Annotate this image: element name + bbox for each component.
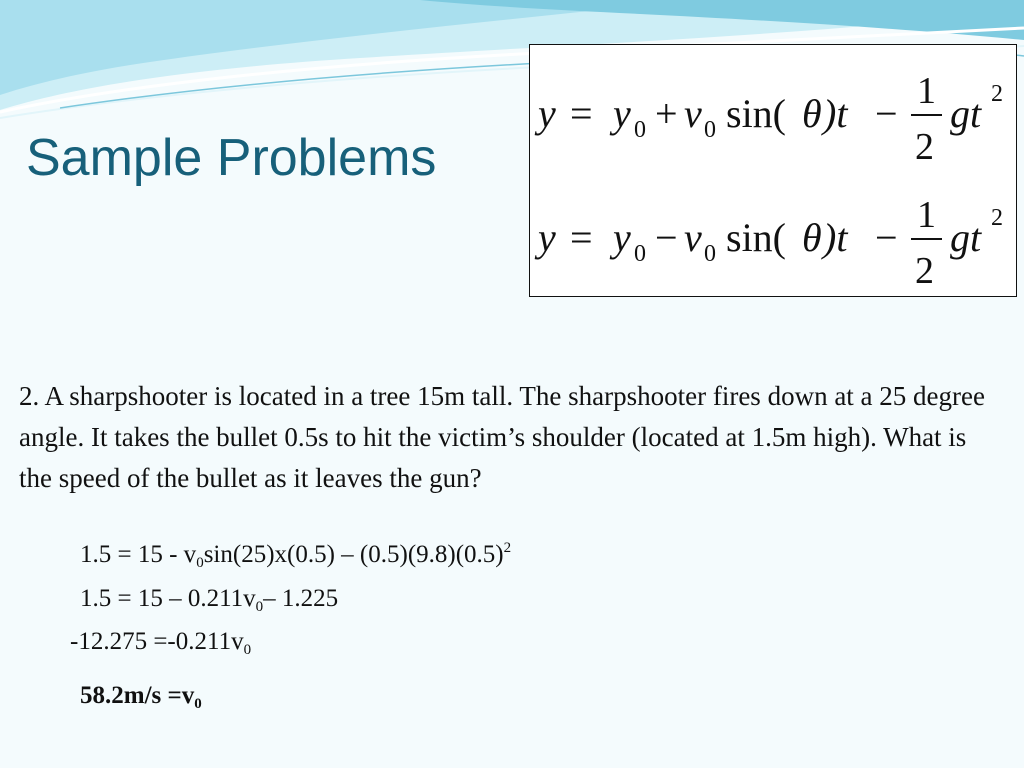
eq1-y0: y <box>613 91 631 136</box>
step3-text-a: -12.275 =-0.211v <box>70 628 244 655</box>
eq1-equals: = <box>570 91 593 136</box>
eq2-theta: θ <box>802 215 822 260</box>
equation-upward <box>534 70 1003 168</box>
eq1-op: + <box>655 91 678 136</box>
eq1-squared: 2 <box>991 81 1003 107</box>
eq2-sin: sin( <box>726 215 786 260</box>
eq2-y0: y <box>613 215 631 260</box>
step3-subscript: 0 <box>243 642 252 658</box>
eq1-close-t: )t <box>823 91 848 136</box>
eq1-minus: − <box>875 91 898 136</box>
step2-text-a: 1.5 = 15 – 0.211v <box>80 585 256 612</box>
eq2-op: − <box>655 215 678 260</box>
step2-subscript: 0 <box>255 599 264 615</box>
eq2-v0-sub: 0 <box>704 241 716 267</box>
eq1-lhs: y <box>538 91 556 136</box>
solution-step-2 <box>80 585 338 613</box>
equations-graphic <box>530 45 1015 295</box>
eq2-lhs: y <box>538 215 556 260</box>
eq1-gt: gt <box>950 91 982 136</box>
eq2-frac-num: 1 <box>917 194 936 236</box>
step1-superscript: 2 <box>503 540 512 556</box>
eq2-minus: − <box>875 215 898 260</box>
slide-title: Sample Problems <box>26 129 437 187</box>
eq1-y0-sub: 0 <box>634 117 646 143</box>
eq2-gt: gt <box>950 215 982 260</box>
answer-subscript: 0 <box>194 696 202 712</box>
eq2-equals: = <box>570 215 593 260</box>
step2-text-b: – 1.225 <box>263 585 339 612</box>
step1-subscript: 0 <box>196 555 204 571</box>
step1-text-b: sin(25)x(0.5) – (0.5)(9.8)(0.5) <box>203 541 504 568</box>
eq1-frac-num: 1 <box>917 70 936 112</box>
eq2-frac-den: 2 <box>915 250 934 292</box>
eq2-v0: v <box>684 215 702 260</box>
eq1-frac-den: 2 <box>915 126 934 168</box>
eq1-v0-sub: 0 <box>704 117 716 143</box>
eq1-theta: θ <box>802 91 822 136</box>
solution-step-1 <box>80 541 511 569</box>
step1-text-a: 1.5 = 15 - v <box>80 541 197 568</box>
equations-box <box>529 44 1017 297</box>
problem-statement: 2. A sharpshooter is located in a tree 15m tall. The sharpshooter fires down at a 25 degree angle. It takes the bullet 0.5s to hit the victim’s shoulder (located at 1.5m high). What is the speed of the bullet as it leaves the gun? <box>19 381 985 493</box>
eq2-squared: 2 <box>991 205 1003 231</box>
eq2-y0-sub: 0 <box>634 241 646 267</box>
final-answer <box>80 682 202 710</box>
answer-text: 58.2m/s =v <box>80 682 195 709</box>
eq1-sin: sin( <box>726 91 786 136</box>
eq1-v0: v <box>684 91 702 136</box>
eq2-close-t: )t <box>823 215 848 260</box>
solution-step-3 <box>70 628 251 656</box>
equation-downward <box>534 194 1003 292</box>
